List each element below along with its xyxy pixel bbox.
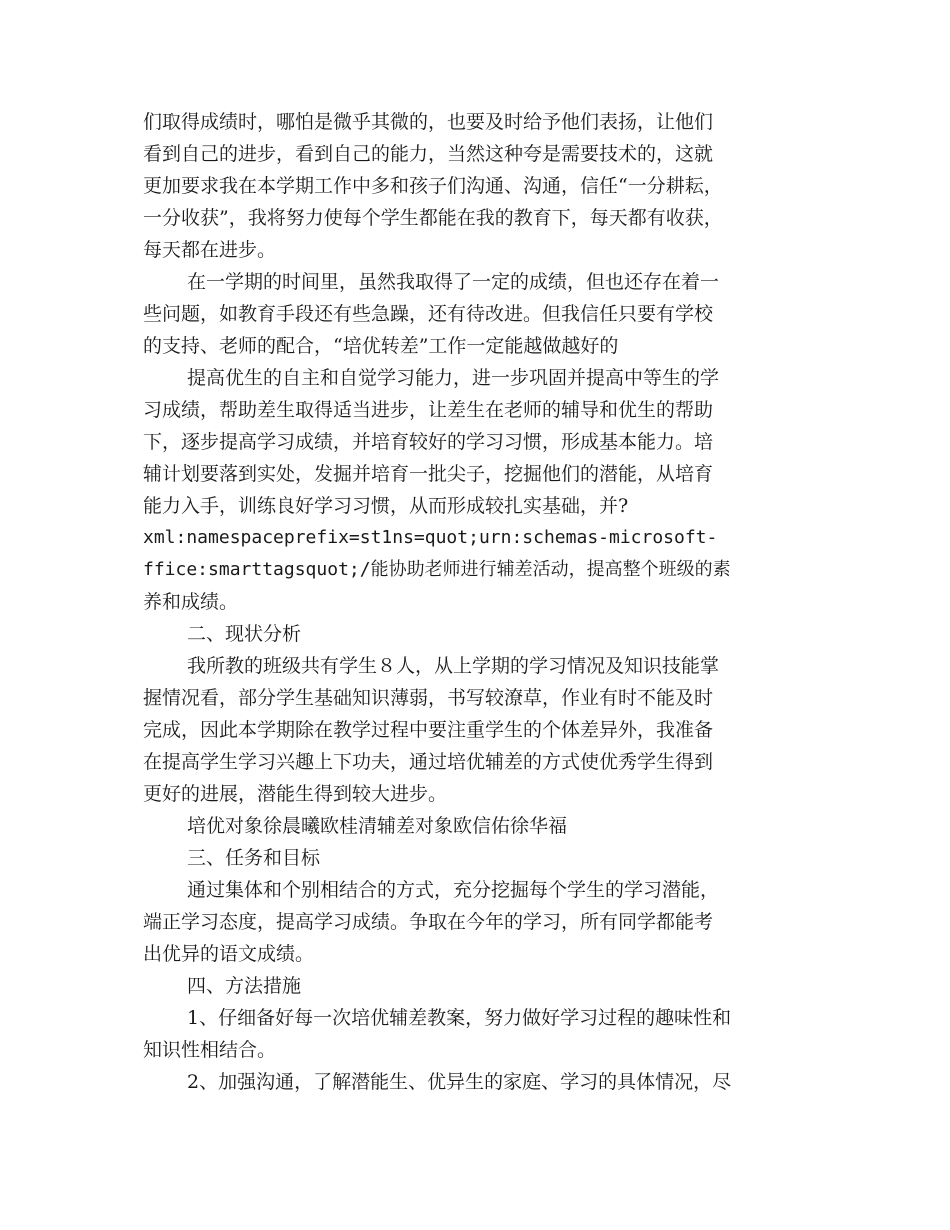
document-body: [143, 106, 808, 1098]
text-line: 能力入手，训练良好学习习惯，从而形成较扎实基础，并?: [143, 495, 629, 517]
text-line: xml:namespaceprefix=st1ns=quot;urn:schemas-microsoft-: [143, 527, 718, 548]
text-line: 1、仔细备好每一次培优辅差教案，努力做好学习过程的趣味性和: [187, 1007, 732, 1029]
text-line: 一分收获”，我将努力使每个学生都能在我的教育下，每天都有收获，: [143, 207, 723, 229]
text-line: 的支持、老师的配合，“培优转差”工作一定能越做越好的: [143, 335, 619, 357]
text-line: 更加要求我在本学期工作中多和孩子们沟通、沟通，信任“一分耕耘，: [143, 175, 723, 197]
text-line: 知识性相结合。: [143, 1039, 277, 1061]
text-line: 些问题，如教育手段还有些急躁，还有待改进。但我信任只要有学校: [143, 303, 714, 325]
text-line: 三、任务和目标: [187, 847, 321, 869]
text-line: ffice:smarttagsquot;/能协助老师进行辅差活动，提高整个班级的素: [143, 559, 731, 580]
text-line: 们取得成绩时，哪怕是微乎其微的，也要及时给予他们表扬，让他们: [143, 111, 714, 133]
text-line: 提高优生的自主和自觉学习能力，进一步巩固并提高中等生的学: [187, 367, 720, 389]
text-line: 每天都在进步。: [143, 239, 277, 261]
text-line: 养和成绩。: [143, 591, 239, 613]
text-line: 通过集体和个别相结合的方式，充分挖掘每个学生的学习潜能，: [187, 879, 720, 901]
text-line: 习成绩，帮助差生取得适当进步，让差生在老师的辅导和优生的帮助: [143, 399, 714, 421]
text-line: 端正学习态度，提高学习成绩。争取在今年的学习，所有同学都能考: [143, 911, 714, 933]
text-line: 更好的进展，潜能生得到较大进步。: [143, 783, 448, 805]
text-line: 下，逐步提高学习成绩，并培育较好的学习习惯，形成基本能力。培: [143, 431, 714, 453]
text-line: 看到自己的进步，看到自己的能力，当然这种夸是需要技术的，这就: [143, 143, 714, 165]
text-line: 完成，因此本学期除在教学过程中要注重学生的个体差异外，我准备: [143, 719, 714, 741]
text-line: 培优对象徐晨曦欧桂清辅差对象欧信佑徐华福: [187, 815, 568, 837]
text-line: 我所教的班级共有学生８人，从上学期的学习情况及知识技能掌: [187, 655, 720, 677]
text-line: 四、方法措施: [187, 975, 302, 997]
text-line: 2、加强沟通，了解潜能生、优异生的家庭、学习的具体情况，尽: [187, 1071, 732, 1093]
text-line: 在一学期的时间里，虽然我取得了一定的成绩，但也还存在着一: [187, 271, 720, 293]
text-line: 出优异的语文成绩。: [143, 943, 315, 965]
text-line: 在提高学生学习兴趣上下功夫，通过培优辅差的方式使优秀学生得到: [143, 751, 714, 773]
text-line: 二、现状分析: [187, 623, 302, 645]
text-line: 辅计划要落到实处，发掘并培育一批尖子，挖掘他们的潜能，从培育: [143, 463, 714, 485]
text-line: 握情况看，部分学生基础知识薄弱，书写较潦草，作业有时不能及时: [143, 687, 714, 709]
